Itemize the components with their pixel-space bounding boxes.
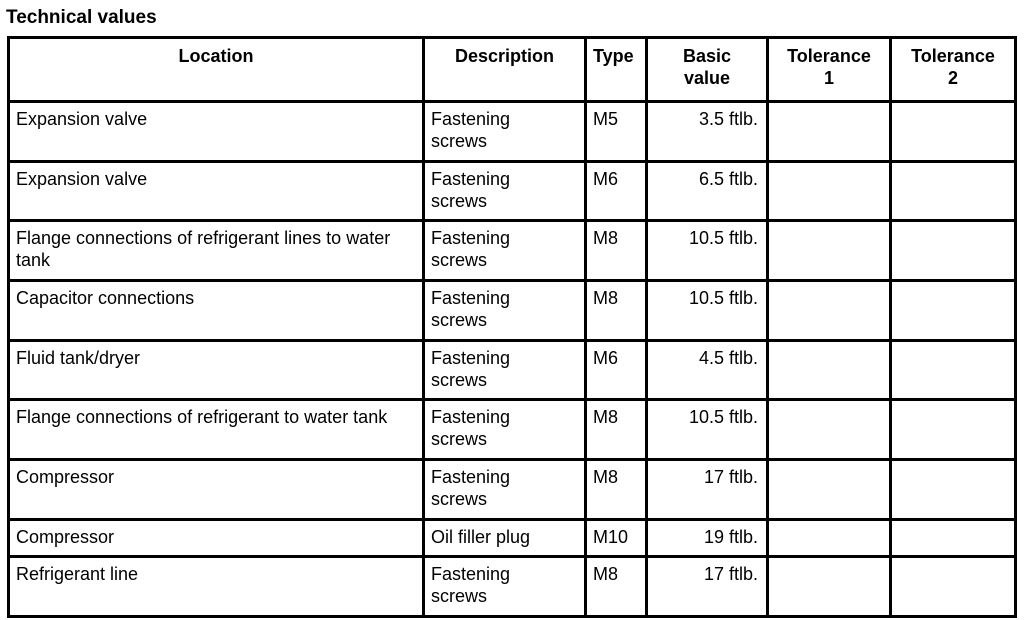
- cell-basic-value: 4.5 ftlb.: [647, 340, 768, 400]
- cell-location: Compressor: [9, 460, 424, 520]
- cell-tolerance-2: [891, 519, 1016, 556]
- header-description-line: Description: [454, 46, 555, 66]
- cell-type: M8: [586, 281, 647, 341]
- table-row: [9, 281, 1016, 341]
- cell-tolerance-1: [768, 556, 891, 616]
- cell-description-line: screws: [431, 489, 488, 510]
- cell-basic-value: 10.5 ftlb.: [647, 400, 768, 460]
- table-header-row: [9, 38, 1016, 102]
- table-row: [9, 221, 1016, 281]
- cell-description: [424, 221, 586, 281]
- cell-description: [424, 102, 586, 162]
- cell-basic-value: 17 ftlb.: [647, 460, 768, 520]
- cell-description-line: screws: [431, 369, 488, 390]
- cell-location: Fluid tank/dryer: [9, 340, 424, 400]
- cell-description-line: Fastening: [431, 467, 511, 488]
- page-title: Technical values: [6, 7, 157, 28]
- cell-basic-value: 19 ftlb.: [647, 519, 768, 556]
- table-row: [9, 161, 1016, 221]
- cell-description-line: screws: [431, 131, 488, 151]
- cell-basic-value: 6.5 ftlb.: [647, 161, 768, 221]
- cell-description-line: Fastening: [431, 168, 511, 189]
- header-tolerance-2-line-2: 2: [947, 68, 958, 88]
- header-tolerance-2: [891, 38, 1016, 102]
- header-tolerance-2-line-1: Tolerance: [911, 46, 995, 66]
- cell-location: Flange connections of refrigerant to water tank: [9, 400, 424, 460]
- cell-location: Compressor: [9, 519, 424, 556]
- cell-description: [424, 400, 586, 460]
- cell-location: Expansion valve: [9, 161, 424, 221]
- cell-tolerance-1: [768, 460, 891, 520]
- cell-description-line: screws: [431, 585, 488, 606]
- cell-tolerance-2: [891, 400, 1016, 460]
- table-row: [9, 340, 1016, 400]
- cell-description: [424, 556, 586, 616]
- cell-location: Refrigerant line: [9, 556, 424, 616]
- technical-values-table: [7, 36, 1017, 618]
- cell-type: M5: [586, 102, 647, 162]
- cell-type: M8: [586, 400, 647, 460]
- table-row: [9, 460, 1016, 520]
- cell-description-line: Fastening: [431, 288, 511, 309]
- cell-description: [424, 460, 586, 520]
- cell-tolerance-1: [768, 281, 891, 341]
- cell-description-line: Fastening: [431, 407, 511, 428]
- cell-tolerance-1: [768, 221, 891, 281]
- cell-tolerance-2: [891, 460, 1016, 520]
- cell-description-line: Fastening: [431, 109, 511, 129]
- cell-tolerance-2: [891, 102, 1016, 162]
- cell-type: M8: [586, 460, 647, 520]
- cell-type: M6: [586, 340, 647, 400]
- cell-description-line: screws: [431, 250, 488, 271]
- header-tolerance-1-line-2: 1: [823, 68, 834, 88]
- cell-tolerance-2: [891, 281, 1016, 341]
- table-row: [9, 519, 1016, 556]
- cell-description: [424, 161, 586, 221]
- cell-description-line: screws: [431, 429, 488, 450]
- cell-type: M10: [586, 519, 647, 556]
- cell-description: [424, 281, 586, 341]
- cell-tolerance-1: [768, 161, 891, 221]
- table-row: [9, 556, 1016, 616]
- header-type: Type: [586, 38, 647, 102]
- header-tolerance-1-line-1: Tolerance: [787, 46, 871, 66]
- cell-tolerance-1: [768, 519, 891, 556]
- header-basic-value: [647, 38, 768, 102]
- cell-basic-value: 17 ftlb.: [647, 556, 768, 616]
- cell-basic-value: 10.5 ftlb.: [647, 221, 768, 281]
- cell-basic-value: 3.5 ftlb.: [647, 102, 768, 162]
- header-location: Location: [9, 38, 424, 102]
- cell-tolerance-2: [891, 556, 1016, 616]
- cell-type: M8: [586, 221, 647, 281]
- cell-tolerance-1: [768, 340, 891, 400]
- cell-tolerance-2: [891, 221, 1016, 281]
- header-tolerance-1: [768, 38, 891, 102]
- cell-description-line: Fastening: [431, 563, 511, 584]
- table-row: [9, 102, 1016, 162]
- cell-description-line: screws: [431, 310, 488, 331]
- cell-type: M6: [586, 161, 647, 221]
- cell-description-line: Fastening: [431, 228, 511, 249]
- cell-tolerance-1: [768, 400, 891, 460]
- header-description: [424, 38, 586, 102]
- cell-tolerance-1: [768, 102, 891, 162]
- cell-location: Flange connections of refrigerant lines to water tank: [9, 221, 424, 281]
- cell-type: M8: [586, 556, 647, 616]
- cell-tolerance-2: [891, 161, 1016, 221]
- table-row: [9, 400, 1016, 460]
- cell-tolerance-2: [891, 340, 1016, 400]
- header-basic-value-line-2: value: [683, 68, 731, 88]
- table-body: [9, 102, 1016, 617]
- cell-basic-value: 10.5 ftlb.: [647, 281, 768, 341]
- cell-description-line: screws: [431, 190, 488, 211]
- cell-description: [424, 519, 586, 556]
- cell-description-line: Oil filler plug: [431, 526, 531, 547]
- cell-location: Expansion valve: [9, 102, 424, 162]
- header-basic-value-line-1: Basic: [682, 46, 732, 66]
- cell-description-line: Fastening: [431, 347, 511, 368]
- cell-location: Capacitor connections: [9, 281, 424, 341]
- cell-description: [424, 340, 586, 400]
